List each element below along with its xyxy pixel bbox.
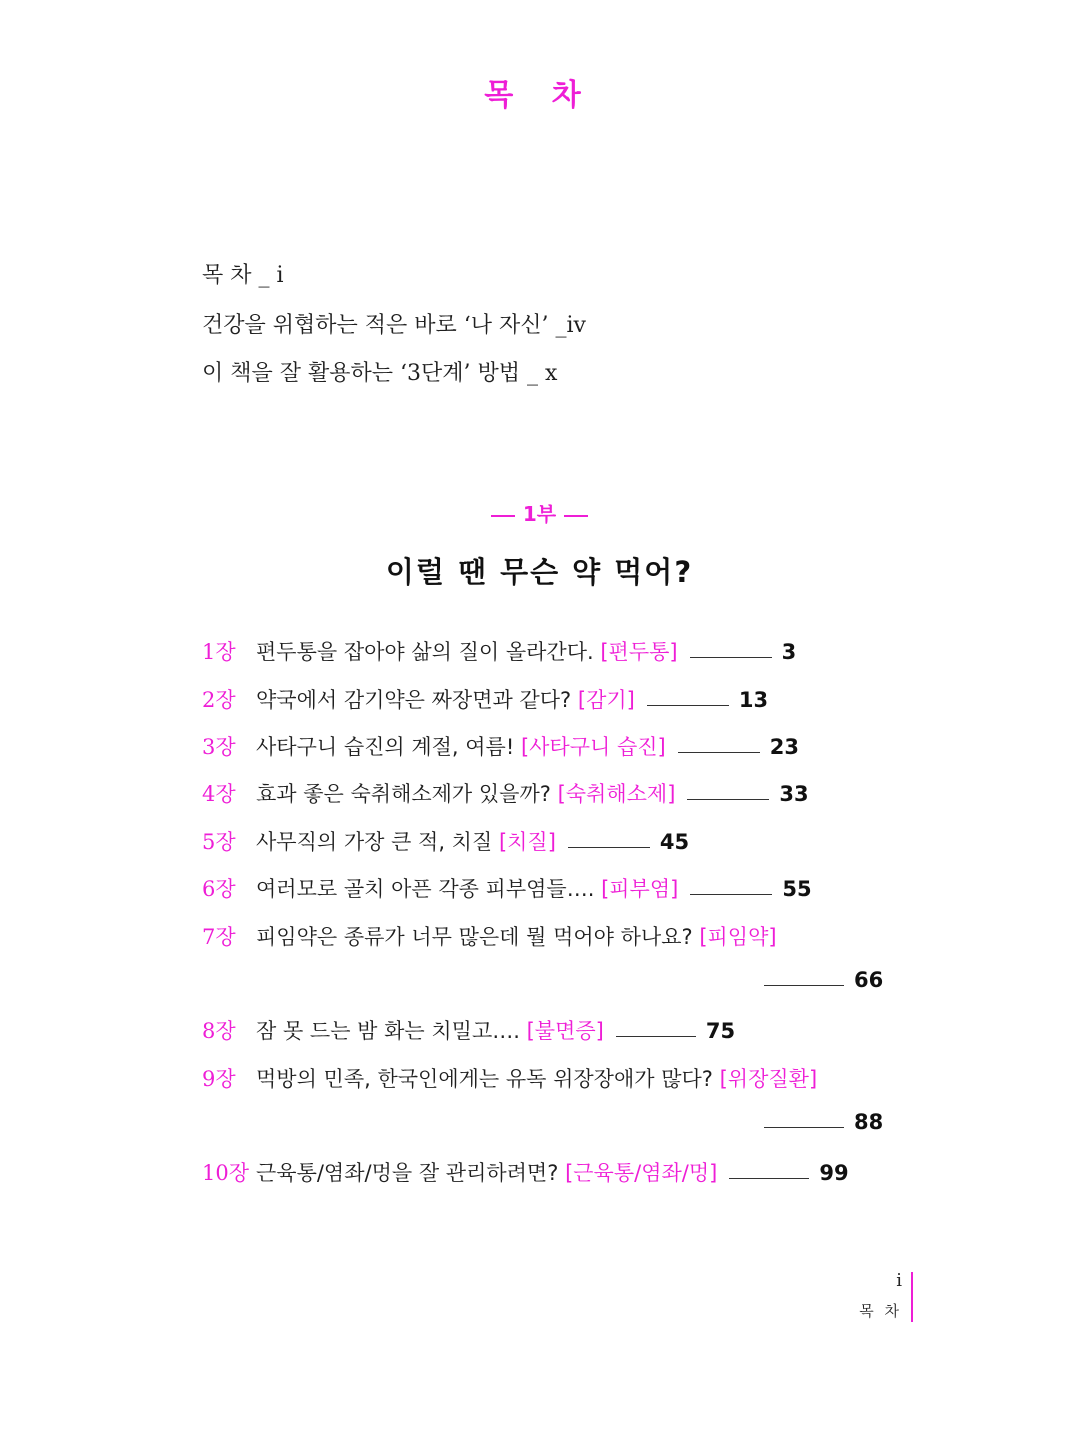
leader-line (678, 752, 760, 753)
front-matter-item[interactable]: 이 책을 잘 활용하는 ‘3단계’ 방법 _ x (202, 361, 558, 386)
footer-page-number: i (896, 1270, 902, 1291)
chapter-number: 6장 (202, 877, 236, 901)
chapter-title: 사타구니 습진의 계절, 여름! (256, 735, 515, 759)
leader-line (616, 1036, 696, 1037)
toc-entry-chapter-1[interactable] (202, 636, 796, 670)
chapter-title: 약국에서 감기약은 짜장면과 같다? (256, 688, 572, 712)
chapter-title: 효과 좋은 숙취해소제가 있을까? (256, 782, 551, 806)
chapter-title: 편두통을 잡아야 삶의 질이 올라간다. (256, 640, 594, 664)
chapter-number: 4장 (202, 782, 236, 806)
leader-line (690, 894, 772, 895)
chapter-title: 근육통/염좌/멍을 잘 관리하려면? (256, 1161, 559, 1185)
chapter-tag: [치질] (498, 830, 556, 854)
chapter-title: 잠 못 드는 밤 화는 치밀고…. (256, 1019, 520, 1043)
page-number: 33 (779, 782, 809, 806)
toc-entry-chapter-8[interactable] (202, 1015, 735, 1049)
chapter-number: 10장 (202, 1161, 250, 1185)
footer-section-title: 목 차 (859, 1302, 902, 1320)
chapter-title: 여러모로 골치 아픈 각종 피부염들…. (256, 877, 595, 901)
chapter-title: 피임약은 종류가 너무 많은데 뭘 먹어야 하나요? (256, 925, 693, 949)
page-number: 55 (782, 877, 812, 901)
chapter-title: 먹방의 민족, 한국인에게는 유독 위장장애가 많다? (256, 1067, 713, 1091)
chapter-tag: [감기] (577, 688, 635, 712)
front-matter-item[interactable]: 건강을 위협하는 적은 바로 ‘나 자신’ _iv (202, 313, 586, 338)
chapter-tag: [편두통] (600, 640, 678, 664)
toc-entry-chapter-7-page[interactable] (764, 968, 883, 992)
toc-entry-chapter-7[interactable] (202, 921, 777, 955)
toc-entry-chapter-2[interactable] (202, 684, 768, 718)
toc-entry-chapter-9-page[interactable] (764, 1110, 883, 1134)
leader-line (647, 705, 729, 706)
chapter-number: 1장 (202, 640, 236, 664)
page-number: 75 (705, 1019, 736, 1043)
toc-entry-chapter-5[interactable] (202, 826, 689, 860)
chapter-tag: [피부염] (601, 877, 679, 901)
leader-line (764, 1127, 844, 1128)
page-number: 99 (819, 1161, 849, 1185)
chapter-number: 5장 (202, 830, 236, 854)
part-label: 1부 (0, 498, 1079, 527)
chapter-tag: [근육통/염좌/멍] (565, 1161, 718, 1185)
chapter-tag: [위장질환] (719, 1067, 818, 1091)
page-title: 목 차 (484, 78, 595, 113)
footer-accent-bar (911, 1272, 913, 1322)
chapter-number: 9장 (202, 1067, 236, 1091)
page-number: 88 (854, 1110, 884, 1134)
front-matter-item[interactable]: 목 차 _ i (202, 263, 284, 288)
chapter-tag: [피임약] (699, 925, 777, 949)
chapter-number: 2장 (202, 688, 236, 712)
dash-decoration (491, 515, 515, 517)
page-number: 66 (854, 968, 884, 992)
chapter-number: 7장 (202, 925, 236, 949)
page-number: 13 (738, 688, 769, 712)
chapter-number: 8장 (202, 1019, 236, 1043)
toc-entry-chapter-4[interactable] (202, 778, 809, 812)
leader-line (764, 985, 844, 986)
toc-entry-chapter-10[interactable] (202, 1157, 849, 1191)
part-title: 이럴 땐 무슨 약 먹어? (385, 555, 694, 589)
leader-line (729, 1178, 809, 1179)
leader-line (690, 657, 772, 658)
leader-line (687, 799, 769, 800)
chapter-tag: [사타구니 습진] (520, 735, 666, 759)
page-number: 3 (781, 640, 797, 664)
toc-entry-chapter-3[interactable] (202, 731, 799, 765)
chapter-title: 사무직의 가장 큰 적, 치질 (256, 830, 493, 854)
toc-entry-chapter-9[interactable] (202, 1063, 817, 1097)
page-number: 45 (659, 830, 690, 854)
chapter-tag: [숙취해소제] (557, 782, 676, 806)
dash-decoration (564, 515, 588, 517)
chapter-tag: [불면증] (526, 1019, 604, 1043)
page-number: 23 (769, 735, 799, 759)
leader-line (568, 847, 650, 848)
chapter-number: 3장 (202, 735, 236, 759)
toc-entry-chapter-6[interactable] (202, 873, 812, 907)
